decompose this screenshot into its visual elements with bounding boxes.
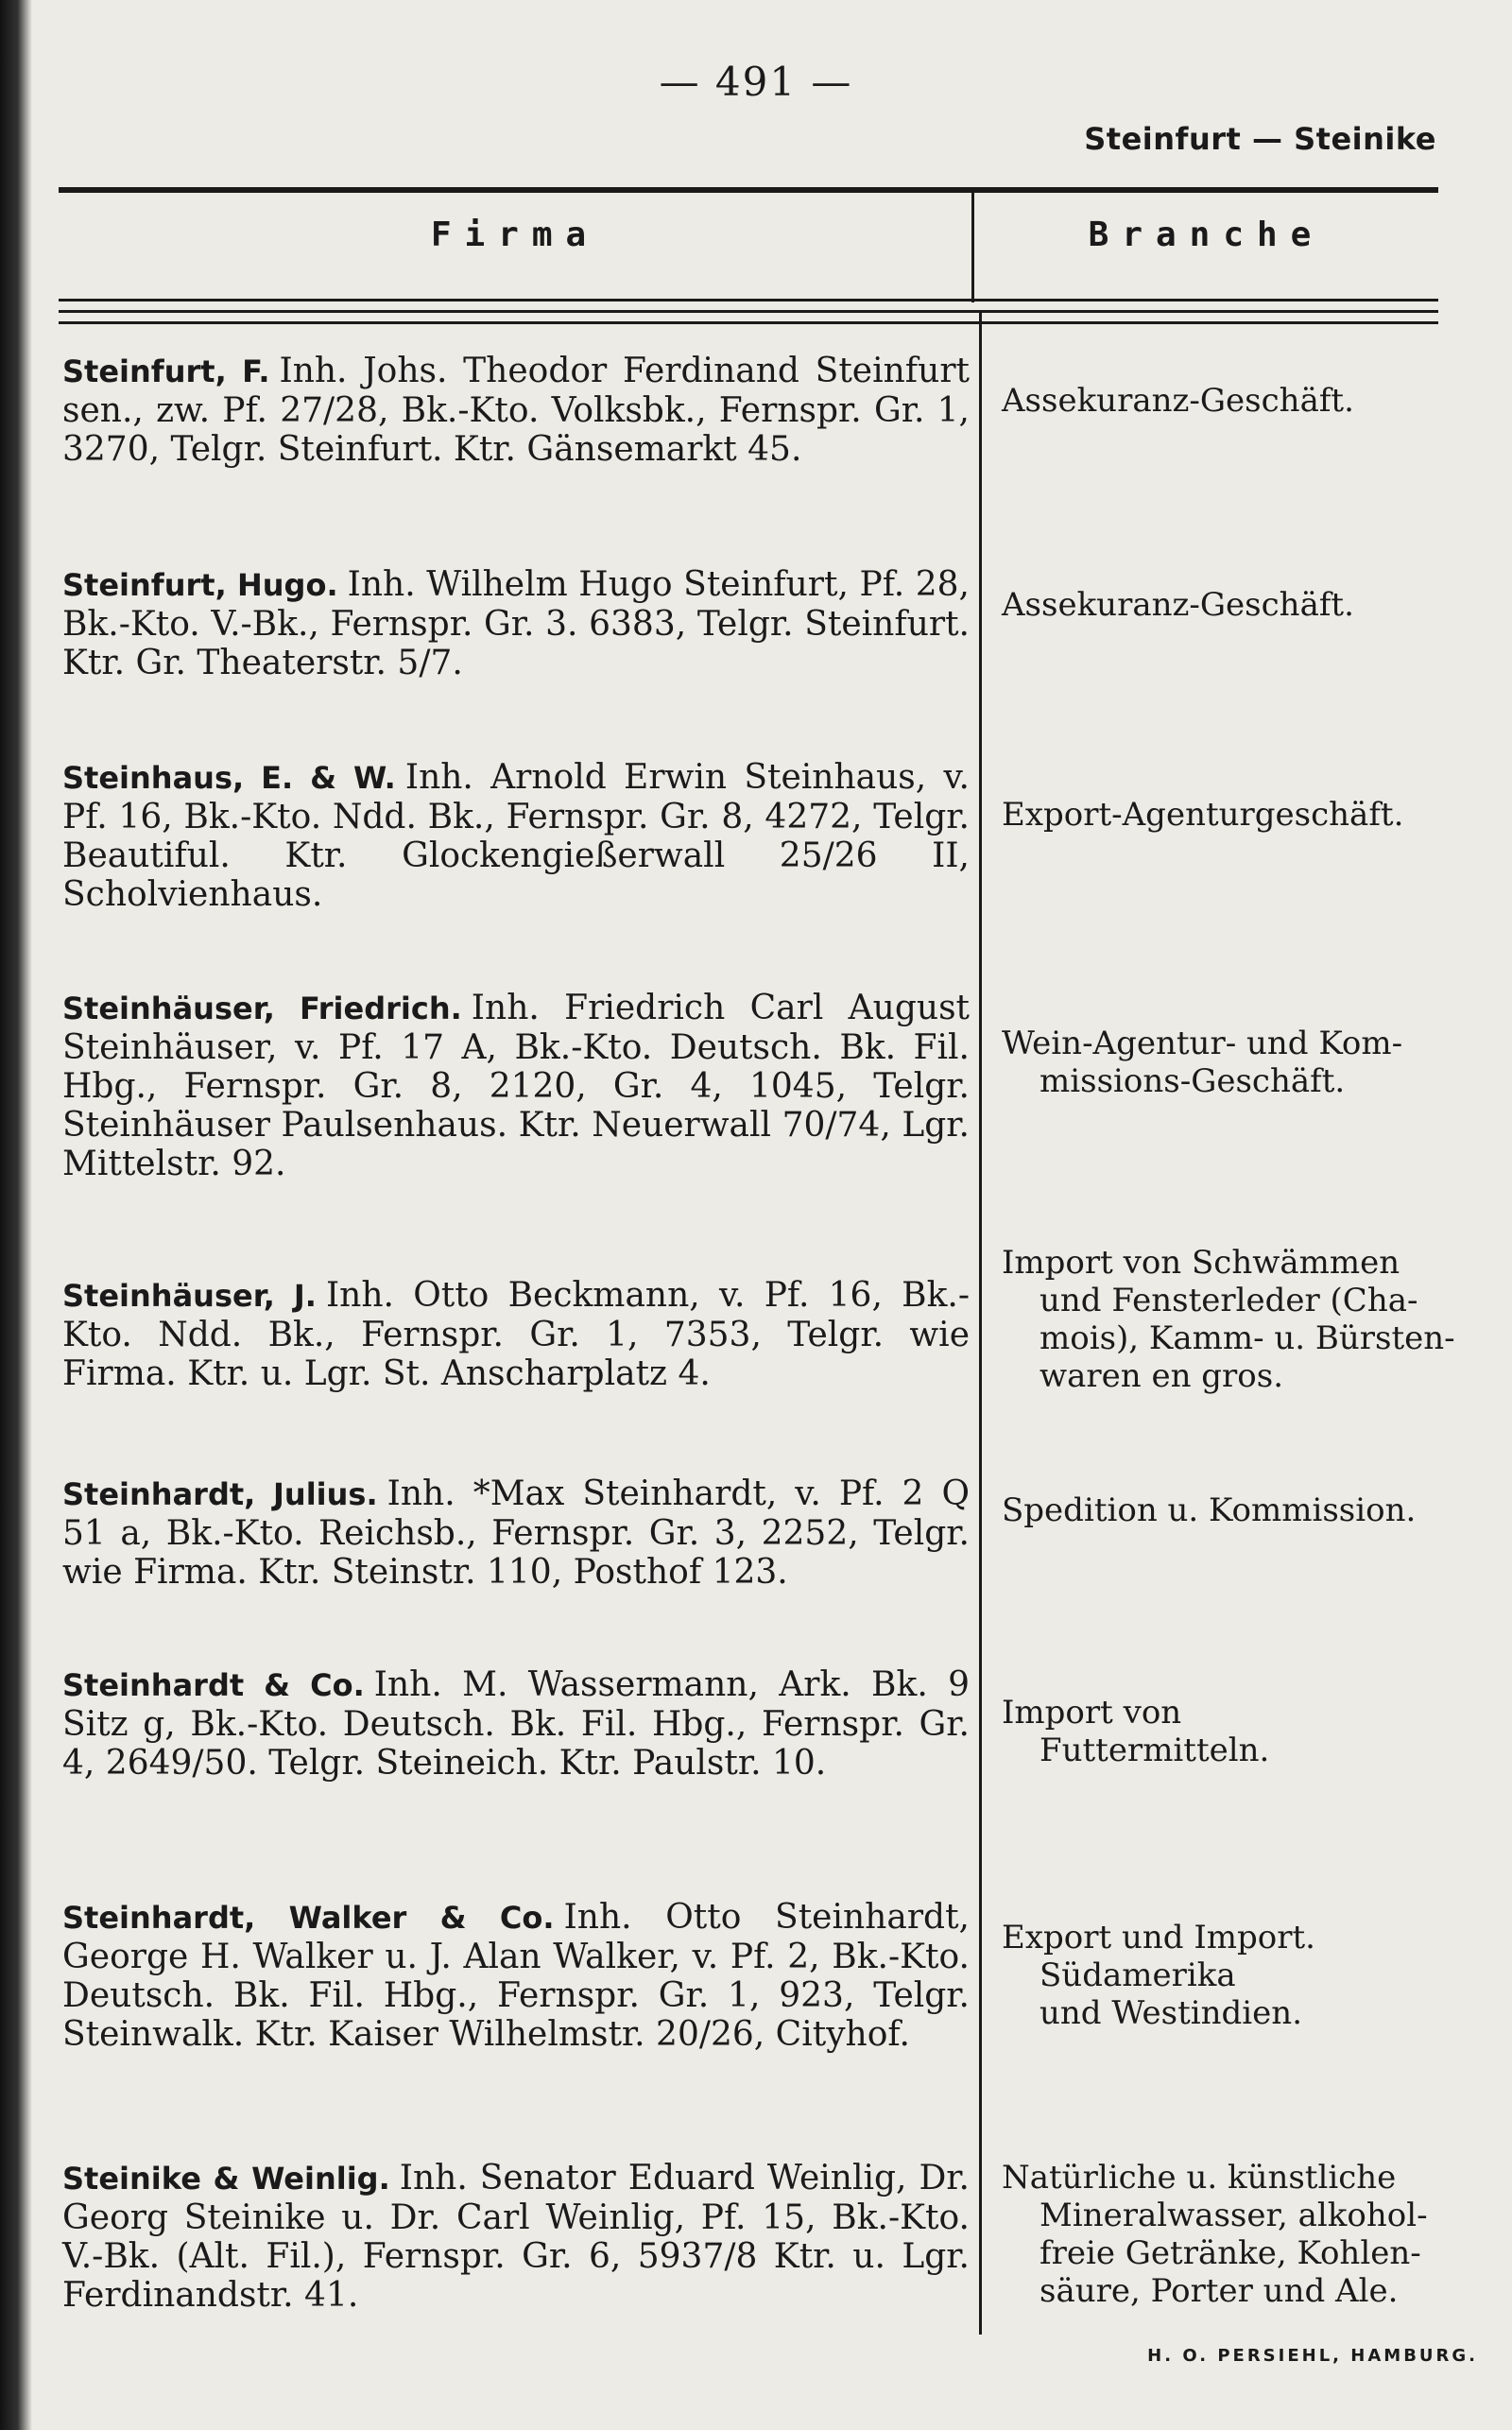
column-divider-body [979, 312, 982, 2335]
branche-steinhardt-co [1002, 1694, 1474, 1769]
branche-line: Südamerika [1040, 1956, 1236, 1994]
branche-line: Assekuranz-Geschäft. [1002, 382, 1354, 420]
entry-steinhaeuser-friedrich [62, 989, 970, 1183]
firm-name: Steinhaus, E. & W. [62, 760, 396, 796]
branche-steinhaeuser-j [1002, 1244, 1474, 1395]
firm-details: Inh. M. Wassermann, Ark. Bk. 9 Sitz g, Bk.-Kto. Deutsch. Bk. Fil. Hbg., Fernspr. Gr. 4, 2649/50. Telgr. Steineich. Ktr. Paulstr. 10. [62, 1665, 970, 1783]
entry-steinfurt-hugo [62, 565, 970, 682]
branche-line: Wein-Agentur- und Kom- [1002, 1025, 1403, 1062]
firm-details: Inh. Senator Eduard Weinlig, Dr. Georg Steinike u. Dr. Carl Weinlig, Pf. 15, Bk.-Kto. V.-Bk. (Alt. Fil.), Fernspr. Gr. 6, 5937/8 Ktr. u. Lgr. Ferdinandstr. 41. [62, 2159, 971, 2315]
firm-name: Steinhäuser, J. [62, 1278, 317, 1314]
branche-line: Export und Import. [1002, 1919, 1315, 1956]
branche-line: freie Getränke, Kohlen- [1040, 2234, 1421, 2272]
firm-details: Inh. Johs. Theodor Ferdinand Steinfurt sen., zw. Pf. 27/28, Bk.-Kto. Volksbk., Fernspr. Gr. 1, 3270, Telgr. Steinfurt. Ktr. Gänsemarkt 45. [62, 352, 970, 469]
entry-steinike-weinlig [62, 2159, 970, 2315]
branche-line: säure, Porter und Ale. [1040, 2272, 1399, 2310]
firm-name: Steinhardt, Julius. [62, 1476, 378, 1512]
column-header-branche: Branche [1088, 215, 1325, 254]
branche-line: waren en gros. [1040, 1357, 1284, 1395]
header-rule-1 [59, 299, 1438, 302]
entry-steinhardt-co [62, 1665, 970, 1783]
header-rule-2 [59, 310, 1438, 313]
branche-line: Mineralwasser, alkohol- [1040, 2197, 1428, 2234]
entry-steinhardt-julius [62, 1474, 970, 1592]
branche-line: Futtermitteln. [1040, 1732, 1270, 1769]
entry-steinhaus [62, 758, 970, 914]
top-rule [59, 187, 1438, 193]
branche-line: mois), Kamm- u. Bürsten- [1040, 1319, 1455, 1357]
page-number: — 491 — [659, 59, 853, 105]
branche-steinike-weinlig [1002, 2159, 1474, 2310]
branche-steinhaus [1002, 796, 1474, 834]
firm-details: Inh. Friedrich Carl August Steinhäuser, v. Pf. 17 A, Bk.-Kto. Deutsch. Bk. Fil. Hbg., Fernspr. Gr. 8, 2120, Gr. 4, 1045, Telgr. Steinhäuser Paulsenhaus. Ktr. Neuerwall 70/74, Lgr. Mittelstr. 92. [62, 989, 971, 1183]
firm-name: Steinfurt, Hugo. [62, 567, 338, 603]
branche-line: Export-Agenturgeschäft. [1002, 796, 1404, 834]
firm-details: Inh. Wilhelm Hugo Steinfurt, Pf. 28, Bk.-Kto. V.-Bk., Fernspr. Gr. 3. 6383, Telgr. Steinfurt. Ktr. Gr. Theaterstr. 5/7. [62, 565, 971, 682]
firm-name: Steinhäuser, Friedrich. [62, 991, 462, 1026]
branche-line: Import von [1002, 1694, 1182, 1732]
printer-imprint: H. O. PERSIEHL, HAMBURG. [1147, 2346, 1478, 2366]
firm-name: Steinhardt, Walker & Co. [62, 1900, 555, 1936]
firm-name: Steinhardt & Co. [62, 1667, 365, 1703]
entry-steinfurt-f [62, 352, 970, 469]
branche-steinhardt-julius [1002, 1491, 1474, 1529]
branche-line: missions-Geschäft. [1040, 1062, 1346, 1100]
firm-details: Inh. Arnold Erwin Steinhaus, v. Pf. 16, Bk.-Kto. Ndd. Bk., Fernspr. Gr. 8, 4272, Telgr. Beautiful. Ktr. Glockengießerwall 25/26 II, Scholvienhaus. [62, 758, 970, 914]
branche-line: Spedition u. Kommission. [1002, 1491, 1417, 1529]
branche-steinfurt-f [1002, 382, 1474, 420]
branche-line: Import von Schwämmen [1002, 1244, 1400, 1282]
column-header-firma: Firma [430, 215, 600, 254]
firm-name: Steinike & Weinlig. [62, 2161, 390, 2197]
firm-details: Inh. Otto Steinhardt, George H. Walker u. J. Alan Walker, v. Pf. 2, Bk.-Kto. Deutsch. Bk. Fil. Hbg., Fernspr. Gr. 1, 923, Telgr. Steinwalk. Ktr. Kaiser Wilhelmstr. 20/26, Cityhof. [62, 1898, 970, 2054]
firm-details: Inh. *Max Steinhardt, v. Pf. 2 Q 51 a, Bk.-Kto. Reichsb., Fernspr. Gr. 3, 2252, Telgr. wie Firma. Ktr. Steinstr. 110, Posthof 123. [62, 1474, 970, 1592]
branche-line: und Fensterleder (Cha- [1040, 1282, 1418, 1319]
branche-line: Natürliche u. künstliche [1002, 2159, 1397, 2197]
binding-shadow [0, 0, 32, 2430]
branche-line: und Westindien. [1040, 1994, 1303, 2032]
branche-steinhardt-walker [1002, 1919, 1474, 2032]
branche-steinfurt-hugo [1002, 586, 1474, 624]
branche-line: Assekuranz-Geschäft. [1002, 586, 1354, 624]
firm-name: Steinfurt, F. [62, 353, 270, 389]
running-head: Steinfurt — Steinike [1084, 121, 1436, 157]
branche-steinhaeuser-friedrich [1002, 1025, 1474, 1100]
entry-steinhardt-walker [62, 1898, 970, 2054]
entry-steinhaeuser-j [62, 1276, 970, 1393]
header-rule-3 [59, 321, 1438, 324]
firm-details: Inh. Otto Beckmann, v. Pf. 16, Bk.-Kto. Ndd. Bk., Fernspr. Gr. 1, 7353, Telgr. wie Firma. Ktr. u. Lgr. St. Anscharplatz 4. [62, 1276, 971, 1393]
